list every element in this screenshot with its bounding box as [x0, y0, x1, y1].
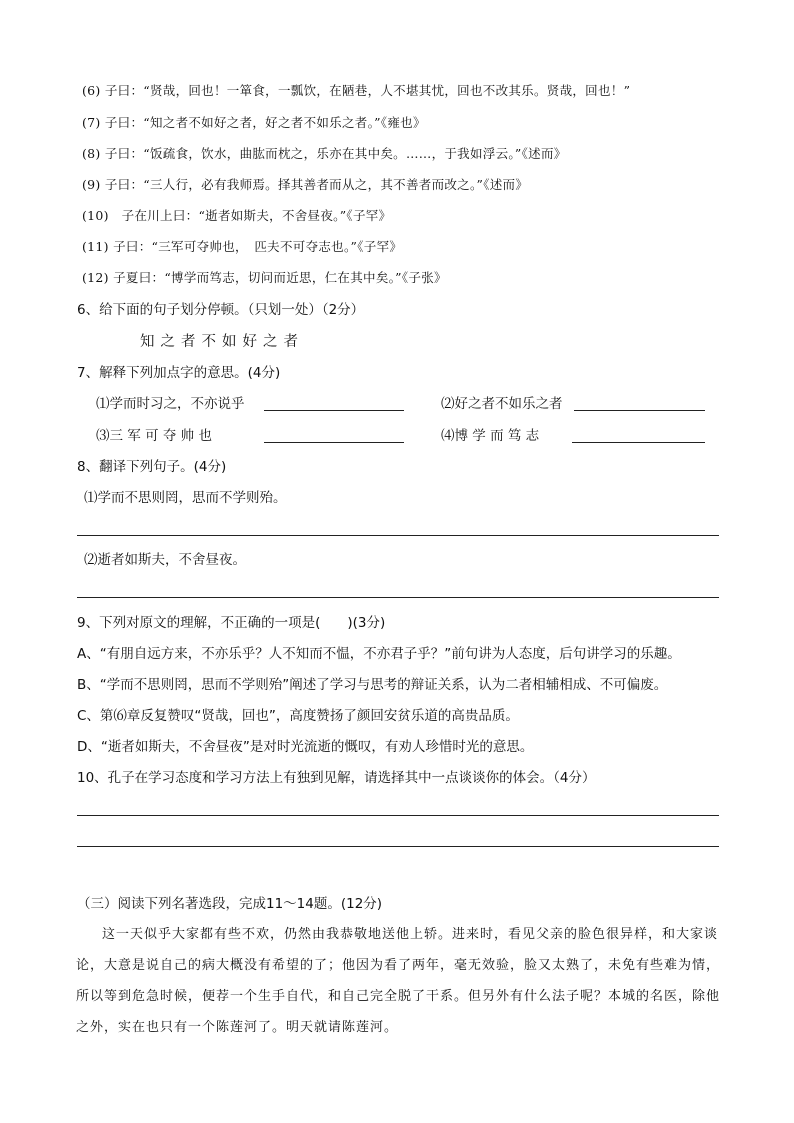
q8-answer-line-2[interactable]: [77, 597, 719, 598]
q10-answer-line-2[interactable]: [77, 846, 719, 847]
q9-option-a: A、“有朋自远方来，不亦乐乎？人不知而不愠，不亦君子乎？”前句讲为人态度，后句讲学习的乐趣。: [77, 646, 681, 662]
q7-item-4: ⑷博 学 而 笃 志: [441, 428, 540, 444]
q6-stem: 6、给下面的句子划分停顿。（只划一处）（2分）: [77, 302, 365, 318]
q7-answer-blank-2[interactable]: [574, 410, 705, 411]
q7-answer-blank-3[interactable]: [264, 442, 404, 443]
q9-option-b: B、“学而不思则罔，思而不学则殆”阐述了学习与思考的辩证关系，认为二者相辅相成、不可偏废。: [77, 677, 668, 693]
q7-item-1: ⑴学而时习之，不亦说乎: [96, 396, 245, 412]
q6-sentence: 知之者不如好之者: [140, 334, 304, 350]
q7-answer-blank-1[interactable]: [264, 410, 404, 411]
q8-item-2: ⑵逝者如斯夫，不舍昼夜。: [84, 552, 246, 568]
passage-line-11: (11) 子曰：“三军可夺帅也， 匹夫不可夺志也。”《子罕》: [82, 239, 403, 254]
passage-line-6: (6) 子曰：“贤哉，回也！一箪食，一瓢饮，在陋巷，人不堪其忧，回也不改其乐。贤哉，回也！”: [82, 83, 631, 98]
passage-line-7: (7) 子曰：“知之者不如好之者，好之者不如乐之者。”《雍也》: [82, 115, 426, 130]
q7-answer-blank-4[interactable]: [572, 442, 705, 443]
q10-answer-line-1[interactable]: [77, 815, 719, 816]
q9-option-c: C、第⑹章反复赞叹“贤哉，回也”，高度赞扬了颜回安贫乐道的高贵品质。: [77, 708, 519, 724]
section3-reading-paragraph: 这一天似乎大家都有些不欢，仍然由我恭敬地送他上轿。进来时，看见父亲的脸色很异样，和大家谈论，大意是说自己的病大概没有希望的了；他因为看了两年，毫无效验，脸又太熟了，未免有些难为情，所以等到危急时候，便荐一个生手自代，和自己完全脱了干系。但另外有什么法子呢？本城的名医，除他之外，实在也只有一个陈莲河了。明天就请陈莲河。: [76, 927, 721, 1035]
q8-item-1: ⑴学而不思则罔，思而不学则殆。: [84, 490, 287, 506]
q9-option-d: D、“逝者如斯夫，不舍昼夜”是对时光流逝的慨叹，有劝人珍惜时光的意思。: [77, 739, 534, 755]
q7-item-2: ⑵好之者不如乐之者: [441, 396, 563, 412]
passage-line-10: (10) 子在川上曰：“逝者如斯夫，不舍昼夜。”《子罕》: [82, 208, 392, 223]
passage-line-12: (12) 子夏曰：“博学而笃志，切问而近思，仁在其中矣。”《子张》: [82, 270, 447, 285]
passage-line-9: (9) 子曰：“三人行，必有我师焉。择其善者而从之，其不善者而改之。”《述而》: [82, 177, 529, 192]
q9-stem: 9、下列对原文的理解，不正确的一项是( )(3分): [77, 615, 386, 631]
q7-item-3: ⑶三 军 可 夺 帅 也: [96, 428, 212, 444]
passage-line-8: (8) 子曰：“饭疏食，饮水，曲肱而枕之，乐亦在其中矣。……，于我如浮云。”《述而》: [82, 146, 567, 161]
q7-stem: 7、解释下列加点字的意思。(4分): [77, 365, 281, 381]
q8-answer-line-1[interactable]: [77, 535, 719, 536]
q10-stem: 10、孔子在学习态度和学习方法上有独到见解，请选择其中一点谈谈你的体会。（4分）: [77, 770, 596, 786]
q8-stem: 8、翻译下列句子。(4分): [77, 459, 227, 475]
section3-heading: （三）阅读下列名著选段，完成11～14题。(12分): [77, 896, 383, 912]
